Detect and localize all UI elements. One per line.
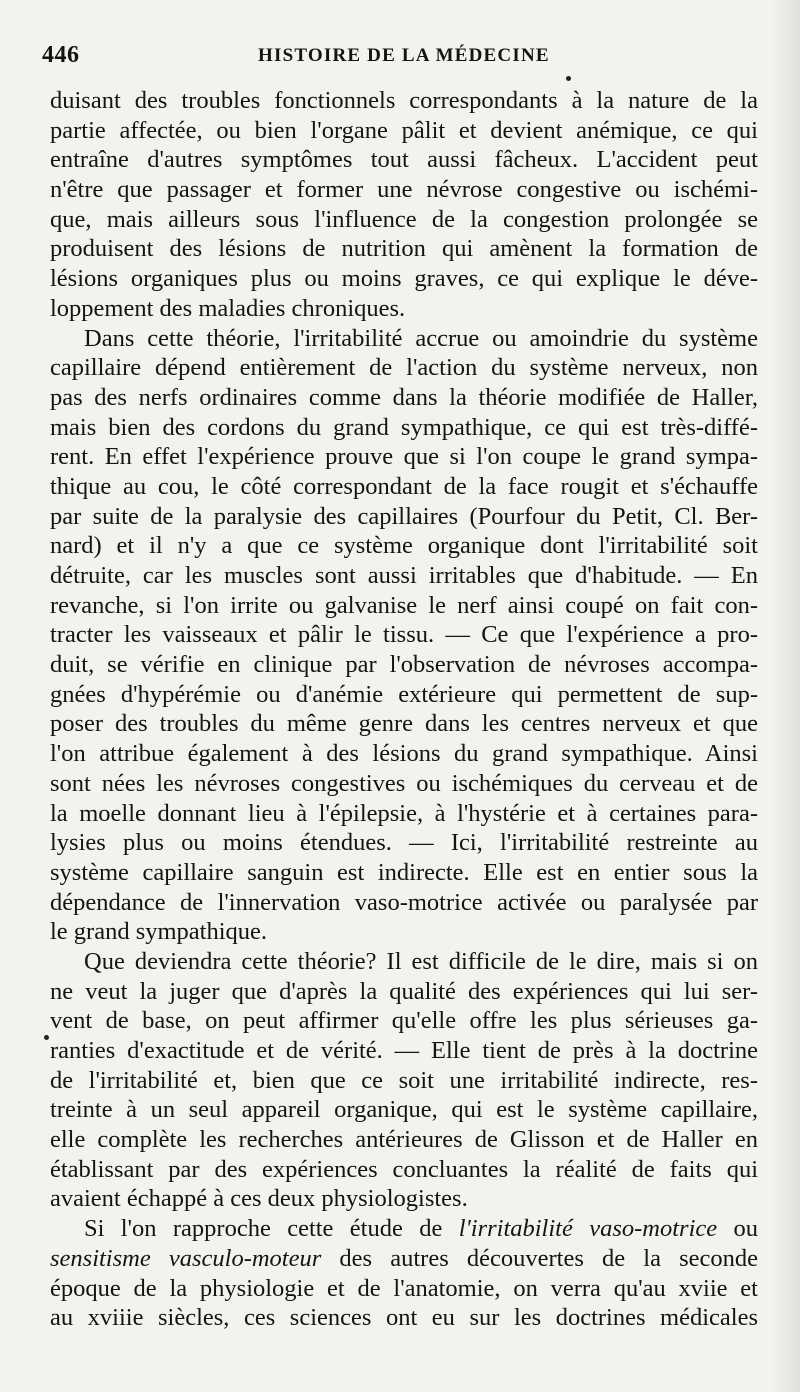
margin-dot: [44, 1035, 49, 1040]
text-line: Dans cette théorie, l'irritabilité accrue ou amoindrie du système: [84, 324, 758, 352]
text-line: nard) et il n'y a que ce système organique dont l'irritabilité soit: [50, 532, 758, 560]
text-line: duisant des troubles fonctionnels correspondants à la nature de la: [50, 87, 758, 114]
text-line: poser des troubles du même genre dans les centres nerveux et que: [50, 710, 758, 738]
text-line: n'être que passager et former une névrose congestive ou ischémi-: [50, 176, 758, 204]
text-line: lysies plus ou moins étendues. — Ici, l'irritabilité restreinte au: [50, 829, 758, 857]
italic-term: sensitisme vasculo-moteur: [50, 1244, 322, 1272]
text-run: ou: [717, 1215, 759, 1243]
text-line: gnées d'hypérémie ou d'anémie extérieure qui permettent de sup-: [50, 680, 758, 708]
text-line: treinte à un seul appareil organique, qui est le système capillaire,: [50, 1096, 758, 1124]
text-line: avaient échappé à ces deux physiologistes.: [50, 1185, 468, 1213]
body-text: [50, 86, 758, 1333]
text-line: ranties d'exactitude et de vérité. — Elle tient de près à la doctrine: [50, 1037, 758, 1064]
text-line: thique au cou, le côté correspondant de la face rougit et s'échauffe: [50, 472, 758, 500]
text-run: des autres découvertes de la seconde: [321, 1244, 759, 1272]
text-line: vent de base, on peut affirmer qu'elle offre les plus sérieuses ga-: [50, 1007, 758, 1035]
text-line: entraîne d'autres symptômes tout aussi fâcheux. L'accident peut: [50, 146, 758, 174]
text-line: établissant par des expériences concluantes la réalité de faits qui: [50, 1155, 758, 1183]
text-line-mixed: [50, 1214, 758, 1244]
text-line: système capillaire sanguin est indirecte. Elle est en entier sous la: [50, 858, 758, 886]
text-line: ne veut la juger que d'après la qualité des expériences qui lui ser-: [50, 977, 758, 1005]
text-line: de l'irritabilité et, bien que ce soit une irritabilité indirecte, res-: [50, 1066, 758, 1094]
text-line: détruite, car les muscles sont aussi irritables que d'habitude. — En: [50, 562, 758, 589]
page-header: [38, 42, 762, 76]
page-edge-shadow: [772, 0, 800, 1392]
text-line: capillaire dépend entièrement de l'action du système nerveux, non: [50, 354, 758, 382]
text-line-mixed: [50, 1244, 758, 1274]
text-line: le grand sympathique.: [50, 918, 268, 946]
italic-term: l'irritabilité vaso-motrice: [458, 1215, 718, 1243]
text-line: que, mais ailleurs sous l'influence de la congestion prolongée se: [50, 205, 758, 233]
text-line: revanche, si l'on irrite ou galvanise le nerf ainsi coupé on fait con-: [50, 591, 758, 619]
text-line: Que deviendra cette théorie? Il est difficile de le dire, mais si on: [84, 947, 758, 975]
text-line: tracter les vaisseaux et pâlir le tissu. — Ce que l'expérience a pro-: [50, 621, 758, 649]
page-number: 446: [42, 42, 80, 68]
text-line: elle complète les recherches antérieures de Glisson et de Haller en: [50, 1126, 758, 1154]
text-run: Si l'on rapproche cette étude de: [84, 1215, 459, 1243]
text-line: au xviiie siècles, ces sciences ont eu sur les doctrines médicales: [50, 1304, 758, 1332]
text-line: partie affectée, ou bien l'organe pâlit et devient anémique, ce qui: [50, 116, 758, 144]
running-title: HISTOIRE DE LA MÉDECINE: [258, 45, 550, 66]
text-line: époque de la physiologie et de l'anatomie, on verra qu'au xviie et: [50, 1274, 758, 1302]
text-line: sont nées les névroses congestives ou ischémiques du cerveau et de: [50, 769, 758, 797]
text-line: dépendance de l'innervation vaso-motrice activée ou paralysée par: [50, 888, 758, 916]
text-line: mais bien des cordons du grand sympathique, ce qui est très-diffé-: [50, 413, 758, 441]
text-line: loppement des maladies chroniques.: [50, 294, 406, 322]
text-line: duit, se vérifie en clinique par l'observation de névroses accompa-: [50, 651, 758, 679]
text-line: la moelle donnant lieu à l'épilepsie, à l'hystérie et à certaines para-: [50, 799, 758, 827]
printer-mark: [566, 76, 571, 81]
text-line: par suite de la paralysie des capillaires (Pourfour du Petit, Cl. Ber-: [50, 502, 758, 530]
text-line: rent. En effet l'expérience prouve que si l'on coupe le grand sympa-: [50, 443, 758, 471]
text-line: l'on attribue également à des lésions du grand sympathique. Ainsi: [50, 740, 758, 768]
text-line: lésions organiques plus ou moins graves, ce qui explique le déve-: [50, 265, 758, 293]
text-line: produisent des lésions de nutrition qui amènent la formation de: [50, 235, 758, 263]
text-line: pas des nerfs ordinaires comme dans la théorie modifiée de Haller,: [50, 383, 758, 411]
